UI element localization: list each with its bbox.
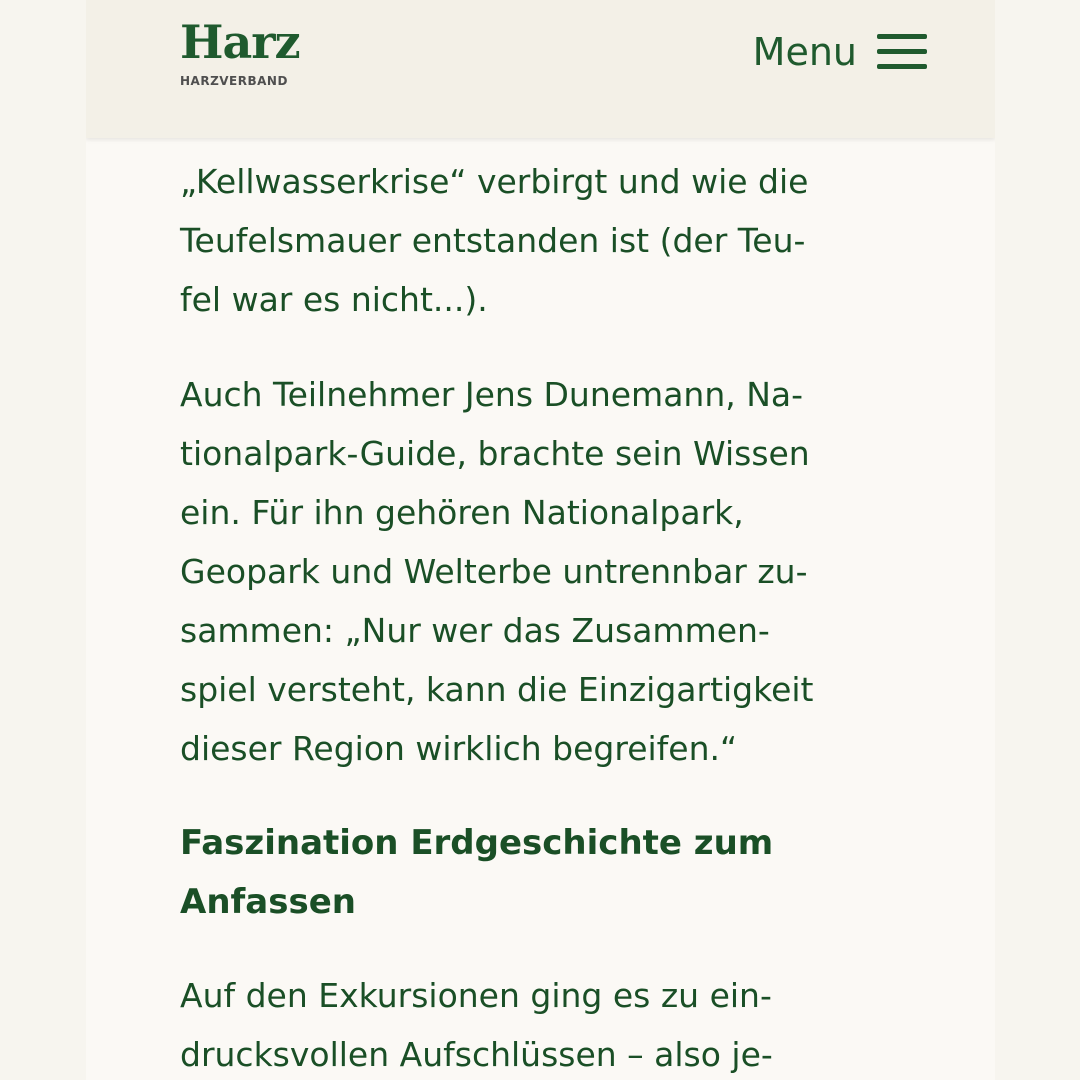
page bbox=[86, 0, 995, 1080]
paragraph-3-line-2: drucksvollen Aufschlüssen – also je- bbox=[180, 1035, 773, 1074]
harz-logo[interactable] bbox=[180, 16, 300, 88]
logo-subtitle: HARZVERBAND bbox=[180, 74, 288, 88]
paragraph-2-line-6: spiel versteht, kann die Einzigartigkeit bbox=[180, 670, 814, 709]
section-heading bbox=[180, 814, 905, 932]
heading-line-2: Anfassen bbox=[180, 882, 356, 922]
paragraph-1-line-1: „Kellwasserkrise“ verbirgt und wie die bbox=[180, 162, 809, 201]
heading-line-1: Faszination Erdgeschichte zum bbox=[180, 823, 774, 863]
paragraph-2-line-7: dieser Region wirklich begreifen.“ bbox=[180, 729, 738, 768]
logo-wordmark: Harz bbox=[180, 15, 300, 69]
paragraph-2-line-1: Auch Teilnehmer Jens Dunemann, Na- bbox=[180, 375, 804, 414]
article-paragraph-3 bbox=[180, 966, 905, 1080]
paragraph-3-line-1: Auf den Exkursionen ging es zu ein- bbox=[180, 976, 772, 1015]
article-content bbox=[180, 152, 905, 1080]
paragraph-2-line-3: ein. Für ihn gehören Nationalpark, bbox=[180, 493, 744, 532]
paragraph-1-line-2: Teufelsmauer entstanden ist (der Teu- bbox=[180, 221, 806, 260]
paragraph-1-line-3: fel war es nicht...). bbox=[180, 280, 488, 319]
hamburger-icon bbox=[877, 32, 927, 72]
paragraph-2-line-5: sammen: „Nur wer das Zusammen- bbox=[180, 611, 770, 650]
site-header bbox=[86, 0, 995, 138]
article-paragraph-2 bbox=[180, 365, 905, 778]
paragraph-2-line-2: tionalpark-Guide, brachte sein Wissen bbox=[180, 434, 810, 473]
menu-label: Menu bbox=[752, 30, 857, 74]
article-paragraph-1 bbox=[180, 152, 905, 329]
paragraph-2-line-4: Geopark und Welterbe untrennbar zu- bbox=[180, 552, 808, 591]
menu-button[interactable] bbox=[753, 28, 927, 76]
